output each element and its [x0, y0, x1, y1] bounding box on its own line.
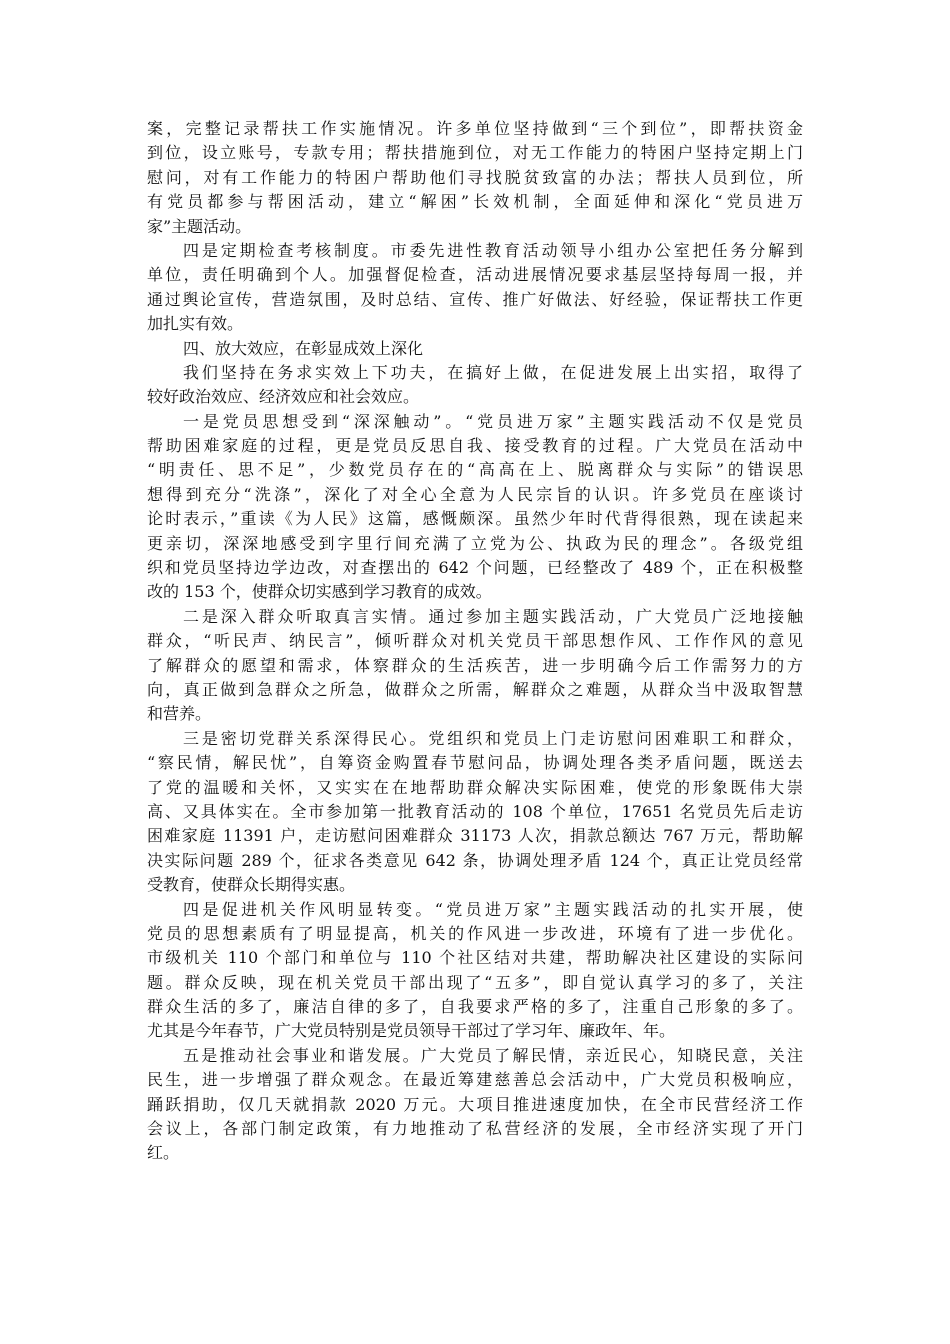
text-line: 四是促进机关作风明显转变。“党员进万家”主题实践活动的扎实开展，使: [183, 899, 803, 919]
text-line: 决实际问题 289 个，征求各类意见 642 条，协调处理矛盾 124 个，真正让党员经常: [147, 850, 803, 870]
text-line: “察民情，解民忧”，自筹资金购置春节慰问品，协调处理各类矛盾问题，既送去: [147, 753, 803, 773]
text-line: 论时表示，”重读《为人民》这篇，感慨颇深。虽然少年时代背得很熟，现在读起来: [147, 509, 803, 529]
text-line: 四、放大效应，在彰显成效上深化: [183, 338, 424, 358]
text-line: 五是推动社会事业和谐发展。广大党员了解民情，亲近民心，知晓民意，关注: [183, 1045, 803, 1065]
text-line: 三是密切党群关系深得民心。党组织和党员上门走访慰问困难职工和群众，: [183, 728, 803, 748]
paragraph: [147, 727, 803, 898]
paragraph: [147, 361, 803, 410]
text-line: 民生，进一步增强了群众观念。在最近筹建慈善总会活动中，广大党员积极响应，: [147, 1070, 803, 1090]
text-line: 织和党员坚持边学边改，对查摆出的 642 个问题，已经整改了 489 个，正在积极整: [147, 558, 803, 578]
text-line: “明责任、思不足”，少数党员存在的“高高在上、脱离群众与实际”的错误思: [147, 460, 803, 480]
text-line: 受教育，使群众长期得实惠。: [147, 875, 356, 895]
text-line: 较好政治效应、经济效应和社会效应。: [147, 387, 420, 407]
paragraph: [147, 1044, 803, 1166]
text-line: 和营养。: [147, 704, 212, 724]
paragraph: [147, 337, 803, 361]
text-line: 到位，设立账号，专款专用；帮扶措施到位，对无工作能力的特困户坚持定期上门: [147, 143, 803, 163]
text-line: 了党的温暖和关怀，又实实在在地帮助群众解决实际困难，使党的形象既伟大崇: [147, 777, 803, 797]
text-line: 踊跃捐助，仅几天就捐款 2020 万元。大项目推进速度加快，在全市民营经济工作: [147, 1094, 803, 1114]
text-line: 单位，责任明确到个人。加强督促检查，活动进展情况要求基层坚持每周一报，并: [147, 265, 803, 285]
text-line: 市级机关 110 个部门和单位与 110 个社区结对共建，帮助解决社区建设的实际问: [147, 948, 803, 968]
text-line: 四是定期检查考核制度。市委先进性教育活动领导小组办公室把任务分解到: [183, 240, 803, 260]
text-line: 题。群众反映，现在机关党员干部出现了“五多”，即自觉认真学习的多了，关注: [147, 972, 803, 992]
paragraph: [147, 605, 803, 727]
text-line: 了解群众的愿望和需求，体察群众的生活疾苦，进一步明确今后工作需努力的方: [147, 655, 803, 675]
text-line: 加扎实有效。: [147, 314, 244, 334]
text-line: 尤其是今年春节，广大党员特别是党员领导干部过了学习年、廉政年、年。: [147, 1021, 676, 1041]
text-line: 向，真正做到急群众之所急，做群众之所需，解群众之难题，从群众当中汲取智慧: [147, 679, 803, 699]
text-line: 群众生活的多了，廉洁自律的多了，自我要求严格的多了，注重自己形象的多了。: [147, 997, 803, 1017]
text-line: 有党员都参与帮困活动，建立“解困”长效机制，全面延伸和深化“党员进万: [147, 192, 803, 212]
text-line: 会议上，各部门制定政策，有力地推动了私营经济的发展，全市经济实现了开门: [147, 1119, 803, 1139]
text-line: 一是党员思想受到“深深触动”。“党员进万家”主题实践活动不仅是党员: [183, 411, 803, 431]
text-line: 群众，“听民声、纳民言”，倾听群众对机关党员干部思想作风、工作作风的意见: [147, 631, 803, 651]
text-line: 红。: [147, 1143, 180, 1163]
paragraph: [147, 117, 803, 239]
text-line: 案，完整记录帮扶工作实施情况。许多单位坚持做到“三个到位”，即帮扶资金: [147, 119, 803, 138]
text-line: 我们坚持在务求实效上下功夫，在搞好上做，在促进发展上出实招，取得了: [183, 362, 803, 382]
text-line: 党员的思想素质有了明显提高，机关的作风进一步改进，环境有了进一步优化。: [147, 923, 803, 943]
paragraph: [147, 410, 803, 605]
text-line: 家”主题活动。: [147, 216, 252, 236]
text-line: 想得到充分“洗涤”，深化了对全心全意为人民宗旨的认识。许多党员在座谈讨: [147, 484, 803, 504]
text-line: 困难家庭 11391 户，走访慰问困难群众 31173 人次，捐款总额达 767 万元，帮助解: [147, 826, 803, 846]
document-body: [147, 117, 803, 1166]
paragraph: [147, 239, 803, 337]
paragraph: [147, 898, 803, 1044]
text-line: 更亲切，深深地感受到字里行间充满了立党为公、执政为民的理念”。各级党组: [147, 533, 803, 553]
text-line: 高、又具体实在。全市参加第一批教育活动的 108 个单位，17651 名党员先后走访: [147, 801, 803, 821]
text-line: 二是深入群众听取真言实情。通过参加主题实践活动，广大党员广泛地接触: [183, 606, 803, 626]
text-line: 慰问，对有工作能力的特困户帮助他们寻找脱贫致富的办法；帮扶人员到位，所: [147, 167, 803, 187]
text-line: 帮助困难家庭的过程，更是党员反思自我、接受教育的过程。广大党员在活动中: [147, 436, 803, 456]
text-line: 改的 153 个，使群众切实感到学习教育的成效。: [147, 582, 492, 602]
text-line: 通过舆论宣传，营造氛围，及时总结、宣传、推广好做法、好经验，保证帮扶工作更: [147, 289, 803, 309]
